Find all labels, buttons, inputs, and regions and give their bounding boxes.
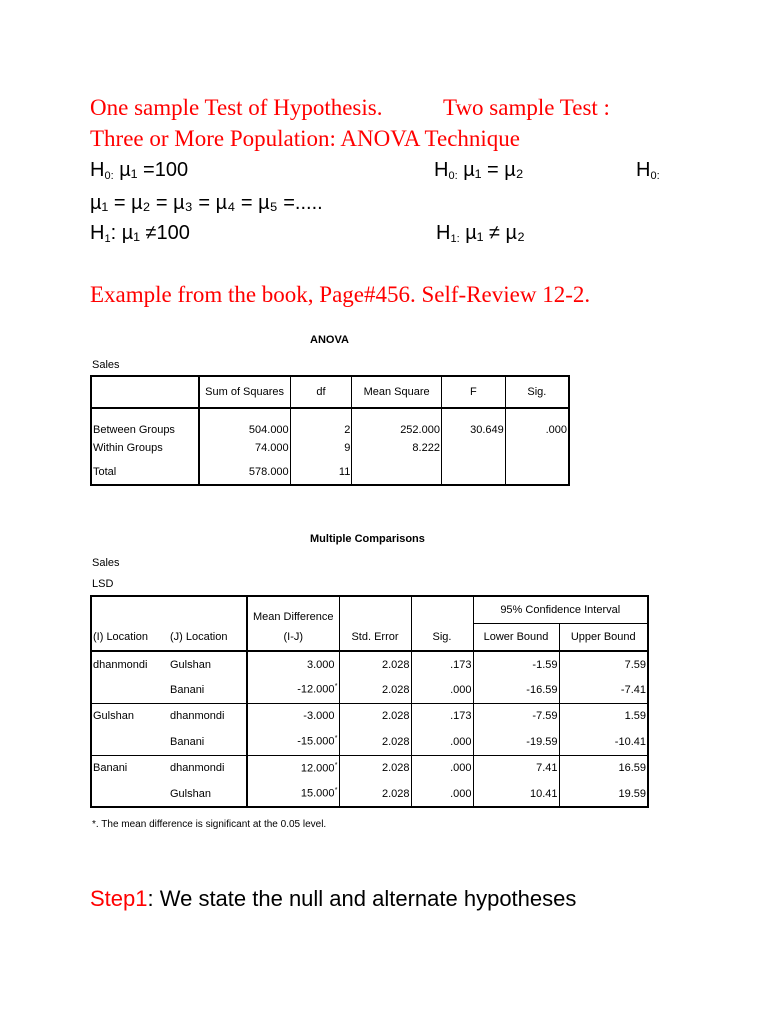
- anova-cell: 578.000: [199, 460, 291, 485]
- mc-cell-ub: -7.41: [559, 677, 648, 703]
- anova-cell: .000: [505, 408, 569, 436]
- mc-cell-j: Banani: [170, 683, 205, 696]
- anova-header-corner: [91, 376, 199, 408]
- mean-difference-value: 3.000: [306, 658, 335, 671]
- mc-cell-se: 2.028: [339, 729, 411, 755]
- mean-difference-value: 12.000: [300, 762, 335, 775]
- mc-cell-i: dhanmondi: [91, 651, 169, 677]
- mc-cell-md: [247, 677, 339, 703]
- mc-header-ub: Upper Bound: [559, 623, 648, 651]
- intro-line-1b: Two sample Test :: [443, 95, 610, 120]
- mc-header-row-1: [91, 596, 648, 623]
- mc-header-sig: Sig.: [411, 623, 473, 651]
- anova-row-total: [91, 460, 569, 485]
- mc-cell-md: [247, 755, 339, 781]
- mc-header-blank: [91, 596, 169, 623]
- anova-header-f: F: [441, 376, 505, 408]
- anova-cell: [505, 436, 569, 460]
- mc-footnote: *. The mean difference is significant at the 0.05 level.: [92, 819, 327, 830]
- mean-difference-value: 15.000: [300, 787, 335, 800]
- mc-cell-ub: -10.41: [559, 729, 648, 755]
- mc-cell-sig: .173: [411, 651, 473, 677]
- mc-cell-i: [91, 729, 169, 755]
- mc-header-blank: [339, 596, 411, 623]
- anova-cell: 11: [290, 460, 352, 485]
- anova-row-between: [91, 408, 569, 436]
- anova-header-df: df: [290, 376, 352, 408]
- h0-anova: $H_{0:}$: [636, 159, 660, 182]
- anova-row-within: [91, 436, 569, 460]
- mc-cell-sig: .000: [411, 677, 473, 703]
- mc-cell-ub: 1.59: [559, 703, 648, 729]
- mc-cell-i: [91, 781, 169, 807]
- mc-cell-lb: 10.41: [473, 781, 559, 807]
- step-1: [90, 886, 576, 912]
- mc-cell-sig: .000: [411, 755, 473, 781]
- mc-cell-i: Gulshan: [91, 703, 169, 729]
- anova-header-ss: Sum of Squares: [199, 376, 291, 408]
- mean-difference-value: -3.000: [303, 710, 335, 723]
- mc-dependent-label: Sales: [92, 557, 120, 569]
- intro-line-2: Three or More Population: ANOVA Technique: [90, 126, 521, 151]
- mc-header-row-2: [91, 623, 648, 651]
- anova-cell: [352, 460, 442, 485]
- mc-header-i: (I) Location: [91, 623, 169, 651]
- mc-cell-ub: 7.59: [559, 651, 648, 677]
- step-label: Step1: [90, 886, 148, 911]
- mc-method-label: LSD: [92, 578, 114, 590]
- mc-header-mean-diff: Mean Difference: [247, 596, 339, 623]
- anova-source: Total: [91, 460, 199, 485]
- h1-two-sample: $H_{1:}$ µ₁ ≠ µ₂: [436, 222, 525, 245]
- significance-marker: *: [334, 735, 338, 743]
- mc-header-se: Std. Error: [339, 623, 411, 651]
- anova-cell: 504.000: [199, 408, 291, 436]
- mc-cell-j: dhanmondi: [169, 755, 247, 781]
- mc-cell-se: 2.028: [339, 677, 411, 703]
- table-row: [91, 729, 648, 755]
- table-row: [91, 755, 648, 781]
- table-row: [91, 703, 648, 729]
- step-text: : We state the null and alternate hypotheses: [147, 886, 577, 911]
- mc-cell-lb: 7.41: [473, 755, 559, 781]
- anova-cell: 8.222: [352, 436, 442, 460]
- anova-cell: 30.649: [441, 408, 505, 436]
- anova-table: [90, 375, 570, 486]
- mc-cell-lb: -16.59: [473, 677, 559, 703]
- mc-cell-se: 2.028: [339, 755, 411, 781]
- mc-body: [91, 651, 648, 807]
- anova-header-sig: Sig.: [505, 376, 569, 408]
- mc-cell-sig: .000: [411, 729, 473, 755]
- anova-source: Within Groups: [91, 436, 199, 460]
- anova-header-ms: Mean Square: [352, 376, 442, 408]
- intro-line-1a: One sample Test of Hypothesis.: [90, 95, 383, 120]
- anova-source: Between Groups: [91, 408, 199, 436]
- anova-header-row: [91, 376, 569, 408]
- anova-cell: 74.000: [199, 436, 291, 460]
- mean-difference-value: -12.000: [297, 684, 335, 697]
- mc-cell-se: 2.028: [339, 781, 411, 807]
- anova-cell: 9: [290, 436, 352, 460]
- anova-cell: [441, 460, 505, 485]
- mc-cell-j: Gulshan: [170, 658, 211, 671]
- significance-marker: *: [334, 683, 338, 691]
- mean-difference-value: -15.000: [297, 736, 335, 749]
- mc-header-blank: [411, 596, 473, 623]
- mc-cell-sig: .000: [411, 781, 473, 807]
- mc-cell-ub: 19.59: [559, 781, 648, 807]
- h0-two-sample: $H_{0:}$ µ₁ = µ₂: [434, 159, 524, 182]
- significance-marker: *: [334, 761, 338, 769]
- mc-cell-ub: 16.59: [559, 755, 648, 781]
- multiple-comparisons-table: [90, 595, 649, 808]
- mc-cell-se: 2.028: [339, 651, 411, 677]
- mc-cell-md: [247, 729, 339, 755]
- table-row: [91, 781, 648, 807]
- h0-anova-equality: µ₁ = µ₂ = µ₃ = µ₄ = µ₅ =.....: [90, 192, 323, 214]
- table-row: [91, 677, 648, 703]
- mc-cell-i: [91, 677, 169, 703]
- example-reference: Example from the book, Page#456. Self-Review 12-2.: [90, 282, 591, 307]
- table-row: [91, 651, 648, 677]
- mc-cell-lb: -19.59: [473, 729, 559, 755]
- anova-cell: [441, 436, 505, 460]
- mc-header-ij: (I-J): [247, 623, 339, 651]
- mc-cell-sig: .173: [411, 703, 473, 729]
- h1-one-sample: $H_1$: µ₁ ≠100: [90, 222, 190, 245]
- mc-header-j: (J) Location: [169, 623, 247, 651]
- mc-cell-se: 2.028: [339, 703, 411, 729]
- mc-cell-j: dhanmondi: [169, 703, 247, 729]
- anova-title: ANOVA: [310, 334, 349, 346]
- mc-cell-md: [247, 703, 339, 729]
- mc-cell-j: Banani: [170, 735, 205, 748]
- anova-dependent-label: Sales: [92, 359, 120, 371]
- mc-cell-md: [247, 781, 339, 807]
- mc-title: Multiple Comparisons: [310, 533, 425, 545]
- h0-one-sample: $H_{0:}$ µ₁ =100: [90, 159, 189, 182]
- significance-marker: *: [334, 787, 338, 795]
- mc-cell-j: Gulshan: [169, 781, 247, 807]
- mc-header-blank: [169, 596, 247, 623]
- anova-cell: 2: [290, 408, 352, 436]
- mc-cell-lb: -7.59: [473, 703, 559, 729]
- mc-cell-md: [247, 651, 339, 677]
- anova-cell: 252.000: [352, 408, 442, 436]
- mc-header-lb: Lower Bound: [473, 623, 559, 651]
- anova-cell: [505, 460, 569, 485]
- mc-cell-lb: -1.59: [473, 651, 559, 677]
- mc-cell-i: Banani: [91, 755, 169, 781]
- mc-header-ci: 95% Confidence Interval: [473, 596, 648, 623]
